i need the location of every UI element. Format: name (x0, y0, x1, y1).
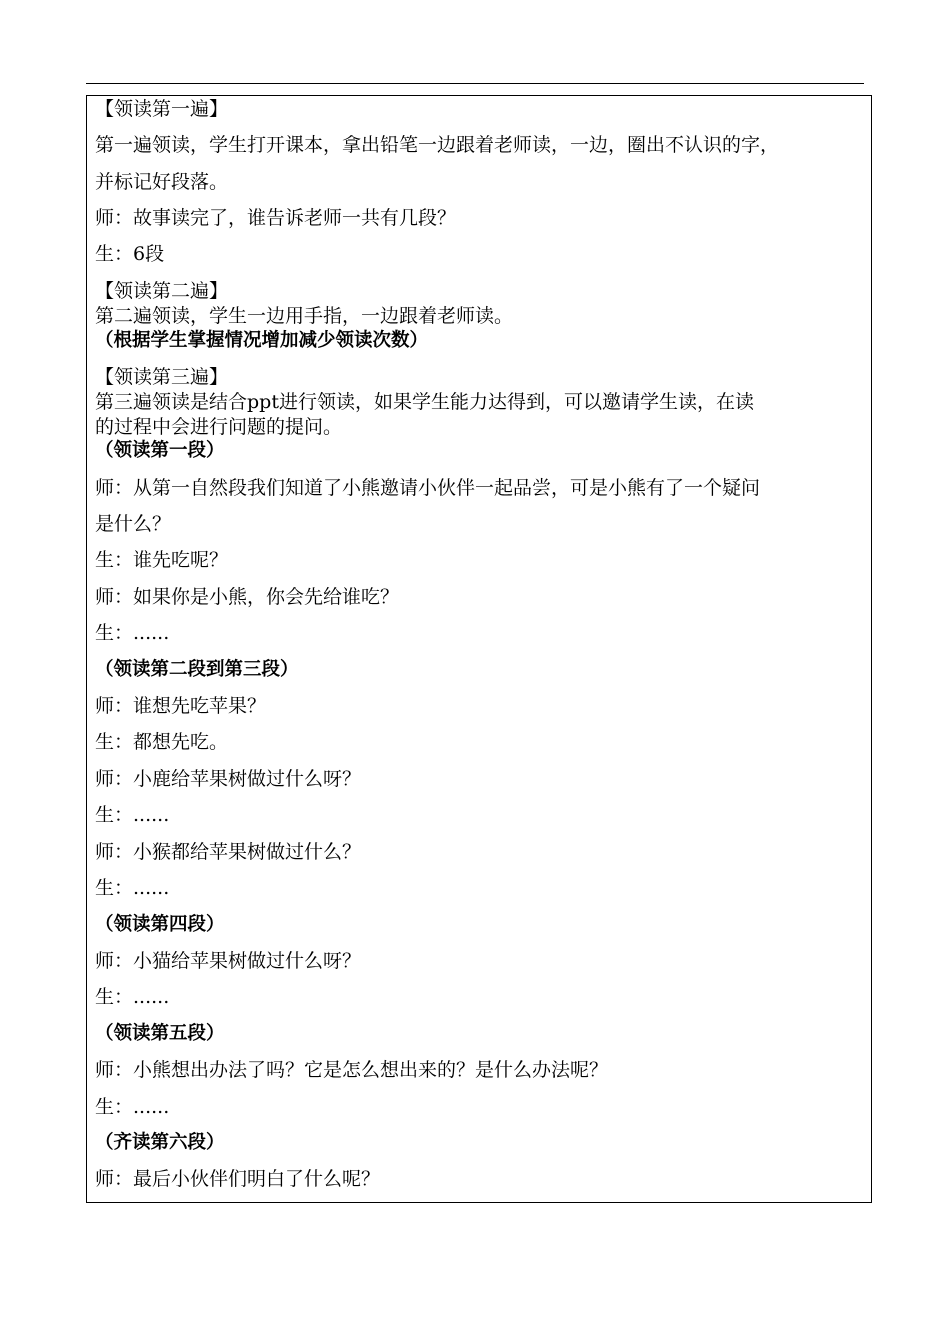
section-heading: 【领读第一遍】 (95, 98, 229, 120)
section-heading: 【领读第二遍】 (95, 280, 229, 302)
bold-note: （根据学生掌握情况增加减少领读次数） (95, 330, 429, 351)
paragraph-line: 并标记好段落。 (95, 171, 229, 193)
bold-heading: （领读第一段） (95, 440, 225, 461)
dialogue-line: 师：小鹿给苹果树做过什么呀？ (95, 768, 362, 790)
dialogue-line: 师：小猴都给苹果树做过什么？ (95, 841, 362, 863)
header-rule (86, 83, 864, 84)
dialogue-line: 生：谁先吃呢？ (95, 549, 229, 571)
paragraph-line: 第一遍领读，学生打开课本，拿出铅笔一边跟着老师读，一边，圈出不认识的字， (95, 134, 780, 156)
dialogue-line: 生：...... (95, 804, 170, 826)
dialogue-line: 生：...... (95, 622, 170, 644)
dialogue-line: 生：6段 (95, 243, 165, 265)
bold-heading: （领读第四段） (95, 914, 225, 935)
bold-heading: （领读第二段到第三段） (95, 659, 299, 680)
paragraph-line: 第二遍领读，学生一边用手指，一边跟着老师读。 (95, 305, 514, 327)
dialogue-line: 生：...... (95, 986, 170, 1008)
dialogue-line: 生：都想先吃。 (95, 731, 229, 753)
dialogue-line: 是什么？ (95, 513, 172, 535)
dialogue-line: 师：故事读完了，谁告诉老师一共有几段？ (95, 207, 457, 229)
dialogue-line: 师：从第一自然段我们知道了小熊邀请小伙伴一起品尝，可是小熊有了一个疑问 (95, 477, 761, 499)
dialogue-line: 师：如果你是小熊，你会先给谁吃？ (95, 586, 400, 608)
dialogue-line: 师：小猫给苹果树做过什么呀？ (95, 950, 362, 972)
dialogue-line: 生：...... (95, 1096, 170, 1118)
paragraph-line: 第三遍领读是结合ppt进行领读，如果学生能力达得到，可以邀请学生读，在读 (95, 391, 754, 413)
dialogue-line: 生：...... (95, 877, 170, 899)
dialogue-line: 师：小熊想出办法了吗？它是怎么想出来的？是什么办法呢？ (95, 1059, 609, 1081)
section-heading: 【领读第三遍】 (95, 366, 229, 388)
bold-heading: （领读第五段） (95, 1023, 225, 1044)
dialogue-line: 师：最后小伙伴们明白了什么呢？ (95, 1168, 381, 1190)
bold-heading: （齐读第六段） (95, 1132, 225, 1153)
paragraph-line: 的过程中会进行问题的提问。 (95, 416, 343, 438)
dialogue-line: 师：谁想先吃苹果？ (95, 695, 267, 717)
